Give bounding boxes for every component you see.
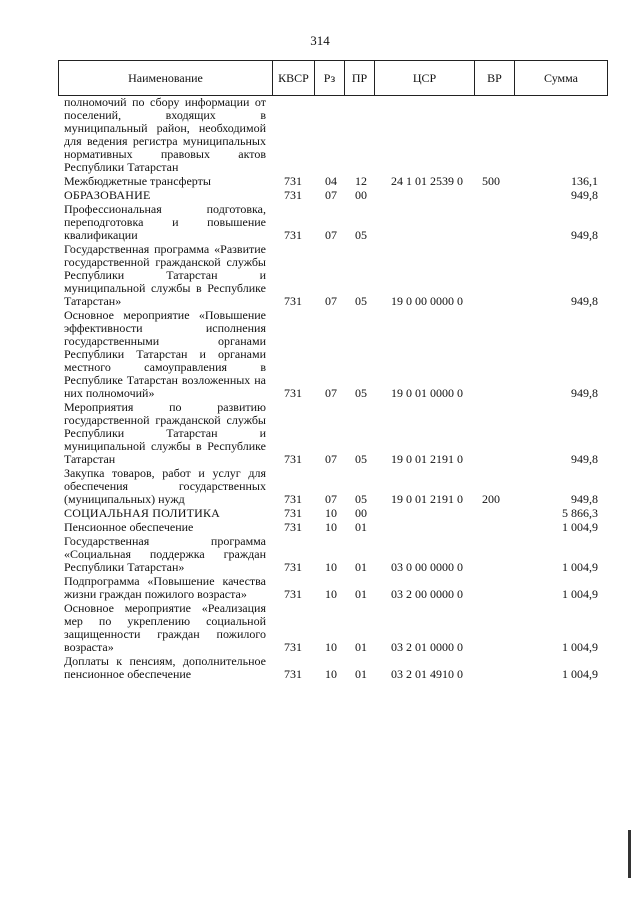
- header-pr: ПР: [345, 61, 375, 95]
- header-vr: ВР: [475, 61, 515, 95]
- table-row: [0, 308, 640, 400]
- row-kvsr: 731: [284, 640, 302, 654]
- table-row: [0, 574, 640, 601]
- row-name: Закупка товаров, работ и услуг для обеспечения государственных (муниципальных) нужд: [64, 466, 266, 506]
- row-sum: 5 866,3: [562, 506, 598, 520]
- row-kvsr: 731: [284, 294, 302, 308]
- table-row: [0, 601, 640, 654]
- row-pr: 12: [355, 174, 367, 188]
- header-sum: Сумма: [544, 71, 578, 85]
- header-csr: ЦСР: [375, 61, 475, 95]
- row-name: Межбюджетные трансферты: [64, 174, 211, 188]
- table-row: [0, 242, 640, 308]
- row-pr: 05: [355, 294, 367, 308]
- row-rz: 10: [325, 587, 337, 601]
- row-name: Профессиональная подготовка, переподготовка и повышение квалификации: [64, 202, 266, 242]
- row-sum: 949,8: [571, 386, 598, 400]
- row-kvsr: 731: [284, 667, 302, 681]
- row-csr: 03 2 01 0000 0: [391, 640, 463, 654]
- table-row: [0, 654, 640, 681]
- table-row: [0, 506, 640, 520]
- row-csr: 19 0 00 0000 0: [391, 294, 463, 308]
- row-kvsr: 731: [284, 452, 302, 466]
- row-rz: 07: [325, 386, 337, 400]
- row-pr: 01: [355, 560, 367, 574]
- row-rz: 07: [325, 492, 337, 506]
- page-number: 314: [310, 33, 330, 48]
- table-row: [0, 466, 640, 506]
- row-kvsr: 731: [284, 492, 302, 506]
- header-kvsr: КВСР: [273, 61, 315, 95]
- row-pr: 05: [355, 492, 367, 506]
- row-name: полномочий по сбору информации от поселений, входящих в муниципальный район, необходимой для ведения регистра муниципальных нормативных правовых актов Республики Татарстан: [64, 95, 266, 174]
- row-name: Государственная программа «Социальная поддержка граждан Республики Татарстан»: [64, 534, 266, 574]
- header-rz: Рз: [315, 61, 345, 95]
- row-kvsr: 731: [284, 188, 302, 202]
- row-name: Основное мероприятие «Реализация мер по укреплению социальной защищенности граждан пожилого возраста»: [64, 601, 266, 654]
- row-kvsr: 731: [284, 506, 302, 520]
- table-body: [0, 95, 640, 681]
- table-row: [0, 95, 640, 174]
- row-rz: 07: [325, 228, 337, 242]
- row-pr: 01: [355, 520, 367, 534]
- table-row: [0, 202, 640, 242]
- row-csr: 19 0 01 2191 0: [391, 452, 463, 466]
- row-vr: 200: [482, 492, 500, 506]
- row-sum: 136,1: [571, 174, 598, 188]
- table-row: [0, 520, 640, 534]
- row-name: Пенсионное обеспечение: [64, 520, 194, 534]
- row-kvsr: 731: [284, 560, 302, 574]
- row-rz: 10: [325, 520, 337, 534]
- table-row: [0, 174, 640, 188]
- row-name: ОБРАЗОВАНИЕ: [64, 188, 151, 202]
- row-name: Доплаты к пенсиям, дополнительное пенсионное обеспечение: [64, 654, 266, 681]
- row-csr: 03 0 00 0000 0: [391, 560, 463, 574]
- row-pr: 01: [355, 587, 367, 601]
- scan-edge-mark: [628, 830, 631, 878]
- row-sum: 949,8: [571, 294, 598, 308]
- row-pr: 01: [355, 667, 367, 681]
- row-rz: 07: [325, 188, 337, 202]
- row-sum: 1 004,9: [562, 640, 598, 654]
- row-rz: 04: [325, 174, 337, 188]
- row-pr: 01: [355, 640, 367, 654]
- row-kvsr: 731: [284, 520, 302, 534]
- row-rz: 10: [325, 667, 337, 681]
- row-pr: 05: [355, 386, 367, 400]
- table-header: [58, 60, 608, 96]
- row-sum: 949,8: [571, 188, 598, 202]
- row-csr: 03 2 01 4910 0: [391, 667, 463, 681]
- row-sum: 1 004,9: [562, 587, 598, 601]
- row-rz: 10: [325, 560, 337, 574]
- row-name: Государственная программа «Развитие государственной гражданской службы Республики Татарстан и муниципальной службы в Республике Татарстан»: [64, 242, 266, 308]
- row-kvsr: 731: [284, 228, 302, 242]
- row-vr: 500: [482, 174, 500, 188]
- row-pr: 00: [355, 188, 367, 202]
- row-pr: 00: [355, 506, 367, 520]
- row-rz: 07: [325, 294, 337, 308]
- row-name: Основное мероприятие «Повышение эффективности исполнения государственными органами Республики Татарстан и органами местного самоуправления в Республике Татарстан возложенных на них полномочий»: [64, 308, 266, 400]
- row-kvsr: 731: [284, 587, 302, 601]
- row-kvsr: 731: [284, 386, 302, 400]
- row-sum: 949,8: [571, 492, 598, 506]
- row-pr: 05: [355, 452, 367, 466]
- row-sum: 949,8: [571, 228, 598, 242]
- row-rz: 10: [325, 506, 337, 520]
- row-name: Мероприятия по развитию государственной гражданской службы Республики Татарстан и муниципальной службы в Республике Татарстан: [64, 400, 266, 466]
- row-rz: 07: [325, 452, 337, 466]
- row-kvsr: 731: [284, 174, 302, 188]
- row-name: СОЦИАЛЬНАЯ ПОЛИТИКА: [64, 506, 221, 520]
- row-csr: 19 0 01 0000 0: [391, 386, 463, 400]
- row-sum: 1 004,9: [562, 560, 598, 574]
- row-sum: 949,8: [571, 452, 598, 466]
- row-csr: 03 2 00 0000 0: [391, 587, 463, 601]
- row-sum: 1 004,9: [562, 667, 598, 681]
- row-rz: 10: [325, 640, 337, 654]
- table-row: [0, 534, 640, 574]
- row-csr: 24 1 01 2539 0: [391, 174, 463, 188]
- header-name: Наименование: [59, 61, 273, 95]
- row-sum: 1 004,9: [562, 520, 598, 534]
- row-csr: 19 0 01 2191 0: [391, 492, 463, 506]
- row-pr: 05: [355, 228, 367, 242]
- row-name: Подпрограмма «Повышение качества жизни граждан пожилого возраста»: [64, 574, 266, 601]
- table-row: [0, 188, 640, 202]
- table-row: [0, 400, 640, 466]
